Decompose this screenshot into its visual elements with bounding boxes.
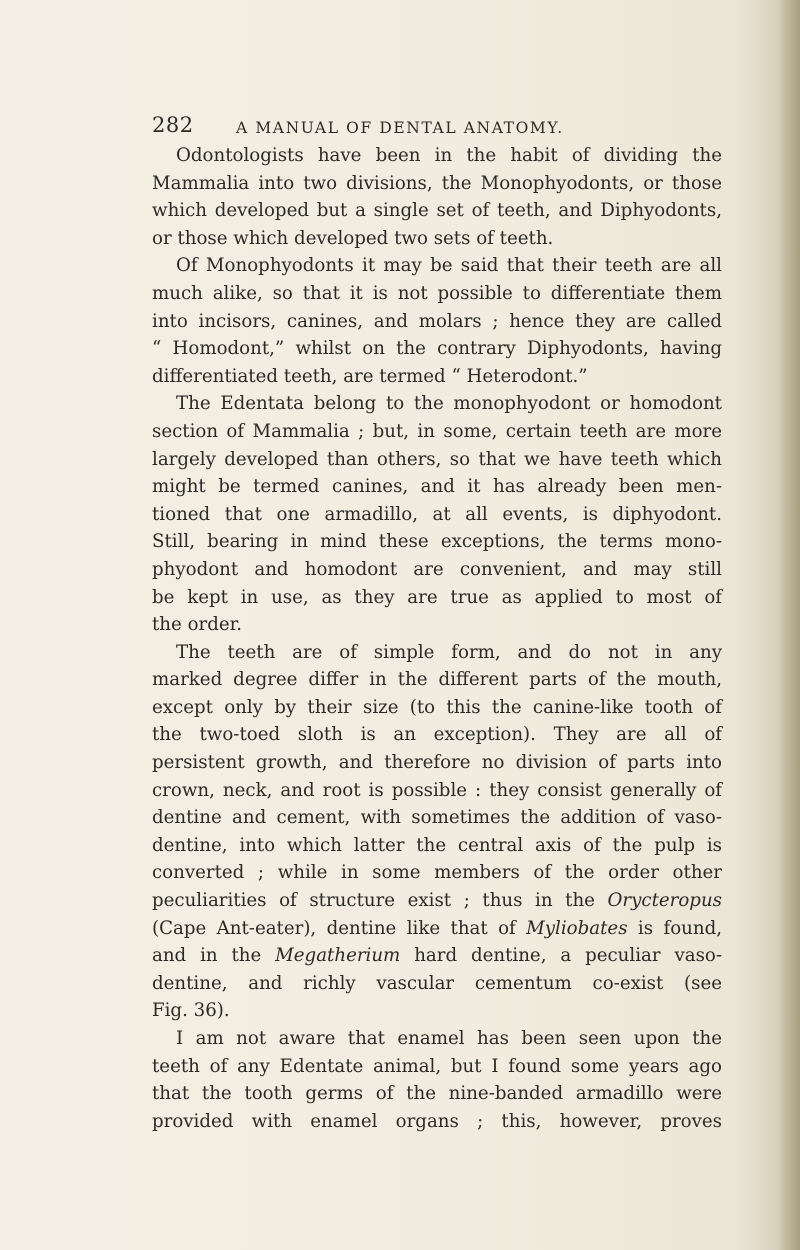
- text-line: provided with enamel organs ; this, however, proves: [152, 1110, 722, 1132]
- text-line: [152, 942, 722, 970]
- text-line: largely developed than others, so that we have teeth which: [152, 448, 722, 470]
- text-line: phyodont and homodont are convenient, and may still: [152, 558, 722, 580]
- italic-term: Myliobates: [526, 917, 628, 939]
- text-line: differentiated teeth, are termed “ Heterodont.”: [152, 365, 588, 387]
- text-run: and in the: [152, 945, 276, 967]
- text-line: into incisors, canines, and molars ; hence they are called: [152, 310, 722, 332]
- text-line: Of Monophyodonts it may be said that their teeth are all: [176, 255, 722, 277]
- text-line: The teeth are of simple form, and do not in any: [176, 641, 722, 663]
- text-line: I am not aware that enamel has been seen upon the: [176, 1028, 722, 1049]
- text-line: [152, 915, 722, 943]
- text-line: much alike, so that it is not possible to differentiate them: [152, 282, 722, 304]
- text-line: which developed but a single set of teeth, and Diphyodonts,: [152, 200, 722, 222]
- italic-term: Orycteropus: [607, 890, 722, 912]
- text-line: Still, bearing in mind these exceptions, the terms mono-: [152, 531, 722, 553]
- text-line: persistent growth, and therefore no division of parts into: [152, 752, 722, 774]
- text-line: dentine, and richly vascular cementum co-exist (see: [152, 972, 722, 994]
- page-edge-shadow: [778, 0, 800, 1250]
- text-line: except only by their size (to this the canine-like tooth of: [152, 696, 722, 718]
- text-line: tioned that one armadillo, at all events, is diphyodont.: [152, 503, 722, 525]
- running-head: A MANUAL OF DENTAL ANATOMY.: [236, 119, 564, 137]
- text-line: crown, neck, and root is possible : they consist generally of: [152, 779, 722, 801]
- text-line: the two-toed sloth is an exception). They are all of: [152, 724, 722, 746]
- text-run: (Cape Ant-eater), dentine like that of: [152, 917, 527, 939]
- text-line: might be termed canines, and it has already been men-: [152, 476, 722, 498]
- text-line: dentine and cement, with sometimes the addition of vaso-: [152, 807, 722, 829]
- text-line: Fig. 36).: [152, 1000, 230, 1022]
- text-run: is found,: [627, 917, 722, 939]
- text-line: Mammalia into two divisions, the Monophyodonts, or those: [152, 172, 722, 194]
- text-line: converted ; while in some members of the order other: [152, 862, 722, 884]
- text-line: Odontologists have been in the habit of dividing the: [176, 145, 722, 166]
- text-line: section of Mammalia ; but, in some, certain teeth are more: [152, 420, 722, 442]
- text-line: dentine, into which latter the central axis of the pulp is: [152, 834, 722, 856]
- text-line: the order.: [152, 614, 243, 636]
- text-line: marked degree differ in the different parts of the mouth,: [152, 669, 722, 691]
- text-line: “ Homodont,” whilst on the contrary Diphyodonts, having: [152, 338, 722, 360]
- text-line: be kept in use, as they are true as applied to most of: [152, 586, 722, 608]
- page-number: 282: [152, 113, 194, 137]
- text-run: hard dentine, a peculiar vaso-: [400, 945, 722, 967]
- text-line: teeth of any Edentate animal, but I found some years ago: [152, 1055, 722, 1077]
- text-line: that the tooth germs of the nine-banded armadillo were: [152, 1083, 722, 1105]
- text-line: [152, 887, 722, 915]
- italic-term: Megatherium: [275, 945, 401, 967]
- body-text: [152, 142, 722, 1135]
- text-run: peculiarities of structure exist ; thus in the: [152, 890, 608, 912]
- text-line: The Edentata belong to the monophyodont or homodont: [176, 393, 722, 415]
- text-line: or those which developed two sets of teeth.: [152, 227, 554, 249]
